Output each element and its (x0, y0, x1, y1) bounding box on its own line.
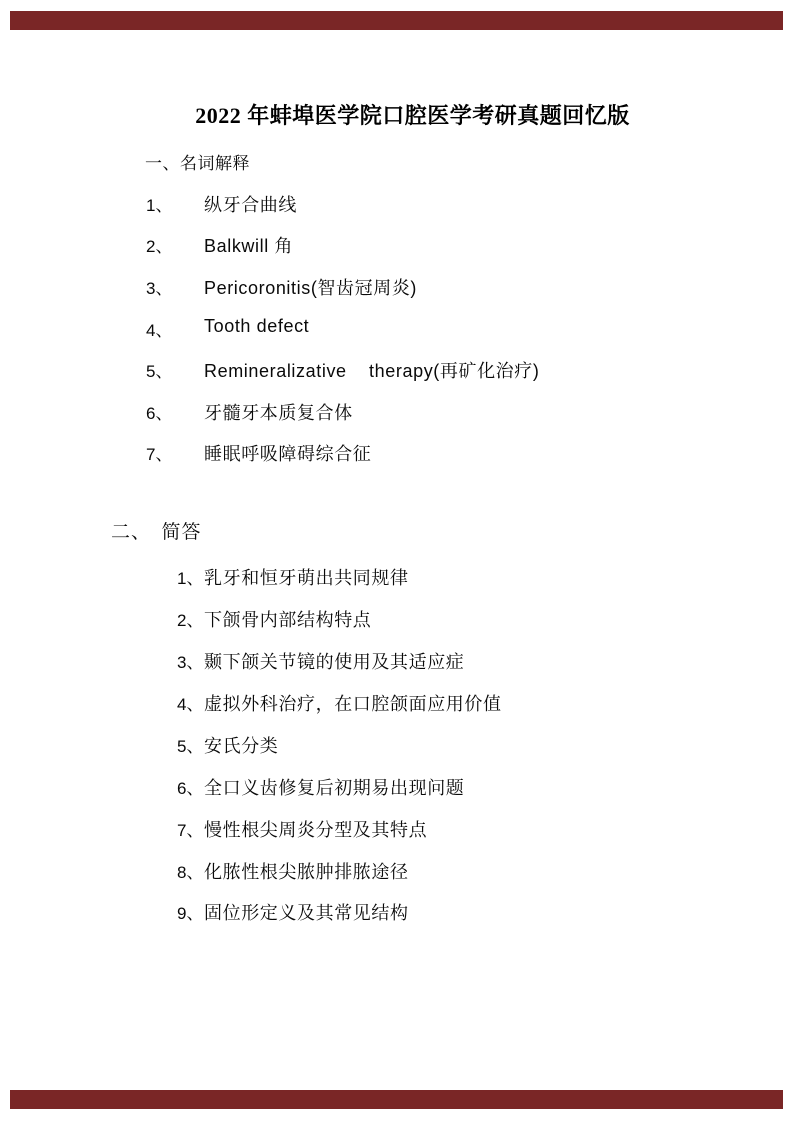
item-text: Pericoronitis(智齿冠周炎) (204, 278, 418, 298)
section-heading-terms: 一、名词解释 (145, 154, 250, 173)
item-number: 3、 (146, 279, 173, 298)
item-text: 牙髓牙本质复合体 (204, 403, 353, 423)
bottom-edge-bar (10, 1090, 783, 1109)
item-number: 7、 (146, 445, 173, 464)
item-number: 5、 (146, 362, 173, 381)
item-number: 8、 (177, 863, 204, 882)
item-text: Tooth defect (204, 316, 310, 336)
item-text: 颞下颌关节镜的使用及其适应症 (204, 652, 465, 672)
item-text: 慢性根尖周炎分型及其特点 (204, 820, 428, 840)
item-text: 乳牙和恒牙萌出共同规律 (204, 568, 409, 588)
list-item (0, 816, 793, 842)
list-item (0, 274, 793, 300)
item-number: 6、 (146, 404, 173, 423)
section-heading-short-answer: 二、 简答 (111, 522, 202, 543)
list-item (0, 648, 793, 674)
item-text: 安氏分类 (204, 736, 279, 756)
top-edge-bar (10, 11, 783, 30)
list-item (0, 606, 793, 632)
item-number: 2、 (146, 237, 173, 256)
item-number: 5、 (177, 737, 204, 756)
item-number: 4、 (177, 695, 204, 714)
item-text: 下颌骨内部结构特点 (204, 610, 372, 630)
list-item (0, 191, 793, 217)
list-item (0, 858, 793, 884)
list-item (0, 399, 793, 425)
item-number: 7、 (177, 821, 204, 840)
item-text: Balkwill 角 (204, 236, 294, 256)
list-item (0, 232, 793, 258)
item-text: 固位形定义及其常见结构 (204, 903, 409, 923)
item-text: 全口义齿修复后初期易出现问题 (204, 778, 465, 798)
page-title: 2022 年蚌埠医学院口腔医学考研真题回忆版 (195, 103, 630, 128)
item-number: 9、 (177, 904, 204, 923)
item-number: 2、 (177, 611, 204, 630)
item-number: 6、 (177, 779, 204, 798)
list-item (0, 774, 793, 800)
list-item (0, 732, 793, 758)
item-text: 化脓性根尖脓肿排脓途径 (204, 862, 409, 882)
item-number: 4、 (146, 321, 173, 340)
list-item (0, 440, 793, 466)
list-item (0, 564, 793, 590)
item-text: Remineralizative therapy(再矿化治疗) (204, 361, 540, 381)
item-number: 1、 (146, 196, 173, 215)
list-item (0, 316, 793, 342)
list-item (0, 690, 793, 716)
item-text: 纵牙合曲线 (204, 195, 297, 215)
list-item (0, 357, 793, 383)
item-text: 睡眠呼吸障碍综合征 (204, 444, 372, 464)
list-item (0, 899, 793, 925)
item-text: 虚拟外科治疗，在口腔颌面应用价值 (204, 694, 502, 714)
item-number: 1、 (177, 569, 204, 588)
item-number: 3、 (177, 653, 204, 672)
